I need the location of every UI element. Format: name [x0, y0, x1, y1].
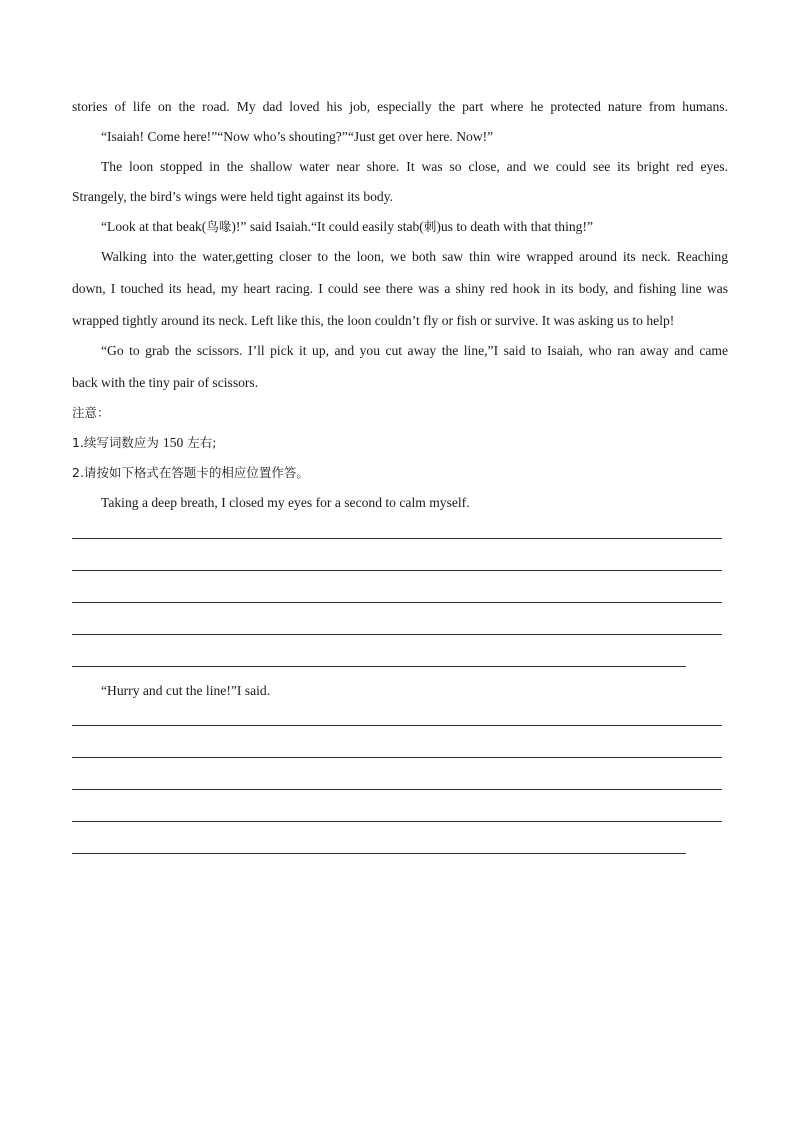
- passage-line-7: down, I touched its head, my heart racing. I could see there was a shiny red hook in its body, and fishing line was: [72, 281, 728, 296]
- answer-line: [72, 538, 722, 539]
- passage-line-5-part-a: “Look at that beak(: [101, 219, 207, 234]
- notes-heading: 注意：: [72, 405, 110, 420]
- prompt-paragraph-1: Taking a deep breath, I closed my eyes for a second to calm myself.: [101, 495, 470, 510]
- prompt-paragraph-2: “Hurry and cut the line!”I said.: [101, 683, 271, 698]
- passage-line-3: The loon stopped in the shallow water near shore. It was so close, and we could see its bright red eyes.: [101, 159, 728, 174]
- passage-line-4: Strangely, the bird’s wings were held tight against its body.: [72, 189, 394, 204]
- passage-line-9: “Go to grab the scissors. I’ll pick it up, and you cut away the line,”I said to Isaiah, who ran away and came: [101, 343, 728, 358]
- answer-line: [72, 821, 722, 822]
- answer-line: [72, 602, 722, 603]
- passage-line-5-part-c: )!” said Isaiah.“It could easily stab(: [231, 219, 424, 234]
- passage-line-6: Walking into the water,getting closer to the loon, we both saw thin wire wrapped around its neck. Reaching: [101, 249, 728, 264]
- note-item-1: [72, 434, 728, 452]
- answer-line: [72, 757, 722, 758]
- passage-line-5: [101, 218, 728, 236]
- passage-line-2: “Isaiah! Come here!”“Now who’s shouting?”“Just get over here. Now!”: [101, 129, 494, 144]
- gloss-beak: 鸟喙: [206, 219, 232, 234]
- passage-line-10: back with the tiny pair of scissors.: [72, 375, 259, 390]
- note-item-2: 2.请按如下格式在答题卡的相应位置作答。: [72, 465, 309, 480]
- answer-line: [72, 666, 686, 667]
- note-item-1-part-a: 1.续写词数应为: [72, 435, 163, 450]
- answer-line: [72, 570, 722, 571]
- passage-line-1: stories of life on the road. My dad loved his job, especially the part where he protected nature from humans.: [72, 99, 728, 114]
- answer-line: [72, 725, 722, 726]
- passage-line-8: wrapped tightly around its neck. Left like this, the loon couldn’t fly or fish or survive. It was asking us to help!: [72, 313, 675, 328]
- gloss-stab: 刺: [423, 219, 437, 234]
- answer-line: [72, 853, 686, 854]
- passage-line-5-part-e: )us to death with that thing!”: [436, 219, 594, 234]
- note-item-1-part-c: 左右;: [183, 435, 217, 450]
- answer-line: [72, 634, 722, 635]
- word-count: 150: [162, 435, 184, 450]
- answer-line: [72, 789, 722, 790]
